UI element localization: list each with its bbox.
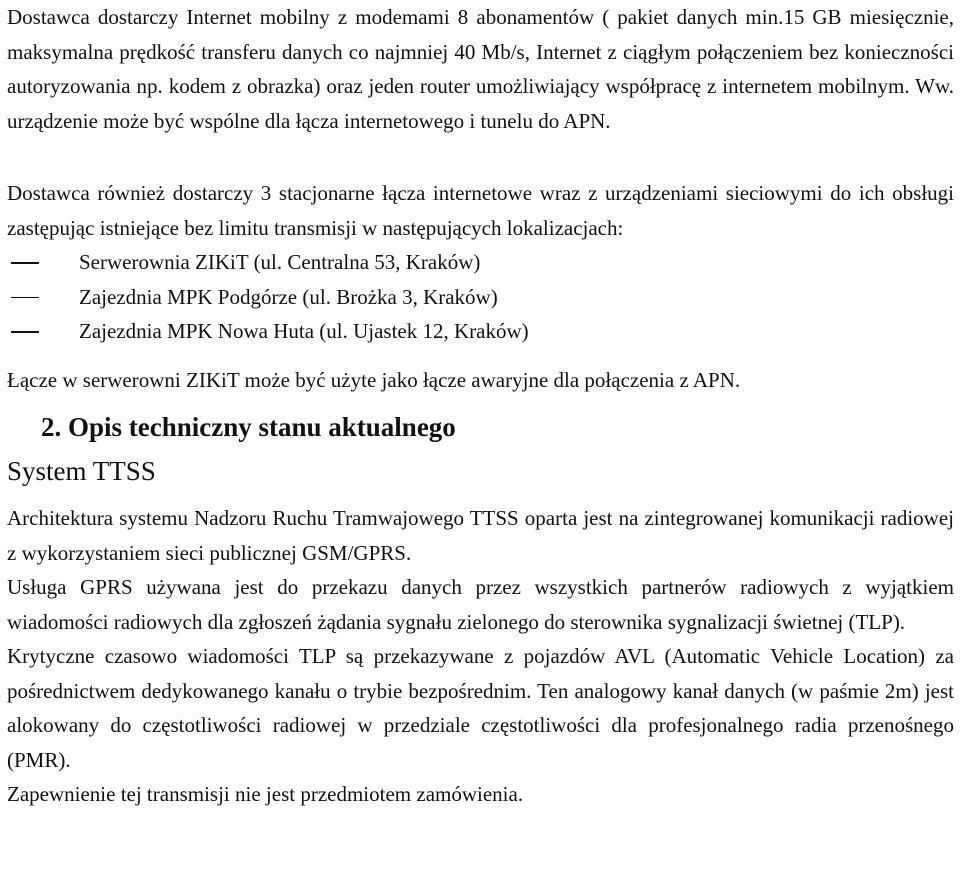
paragraph-scope-note: Zapewnienie tej transmisji nie jest przedmiotem zamówienia.: [7, 782, 524, 806]
paragraph-fixed-lines: Dostawca również dostarczy 3 stacjonarne łącza internetowe wraz z urządzeniami sieciowymi do ich obsługi zastępując istniejące bez limitu transmisji w następujących lokalizacjach:: [7, 181, 954, 240]
paragraph-tlp: Krytyczne czasowo wiadomości TLP są przekazywane z pojazdów AVL (Automatic Vehicle Location) za pośrednictwem dedykowanego kanału o trybie bezpośrednim. Ten analogowy kanał danych (w paśmie 2m) jest alokowany do częstotliwości radiowej w przedziale częstotliwości dla profesjonalnego radia przenośnego (PMR).: [7, 644, 954, 772]
document-page: [7, 0, 954, 812]
spacer: [7, 493, 954, 501]
paragraph-gprs: Usługa GPRS używana jest do przekazu danych przez wszystkich partnerów radiowych z wyjątkiem wiadomości radiowych dla zgłoszeń żądania sygnału zielonego do sterownika sygnalizacji świetnej (TLP).: [7, 575, 954, 634]
list-item-location: Zajezdnia MPK Podgórze (ul. Brożka 3, Kraków): [7, 280, 954, 315]
intro-paragraph-mobile-internet: Dostawca dostarczy Internet mobilny z modemami 8 abonamentów ( pakiet danych min.15 GB miesięcznie, maksymalna prędkość transferu danych co najmniej 40 Mb/s, Internet z ciągłym połączeniem bez konieczności autoryzowania np. kodem z obrazka) oraz jeden router umożliwiający współpracę z internetem mobilnym. Ww. urządzenie może być wspólne dla łącza internetowego i tunelu do APN.: [7, 5, 954, 133]
list-item-location: Serwerownia ZIKiT (ul. Centralna 53, Kraków): [7, 245, 954, 280]
locations-list: [7, 245, 954, 349]
spacer: [7, 138, 954, 176]
section-heading: 2. Opis techniczny stanu aktualnego: [41, 412, 456, 442]
spacer: [7, 397, 954, 405]
paragraph-backup-link: Łącze w serwerowni ZIKiT może być użyte jako łącze awaryjne dla połączenia z APN.: [7, 367, 741, 392]
paragraph-architecture: Architektura systemu Nadzoru Ruchu Tramwajowego TTSS oparta jest na zintegrowanej komunikacji radiowej z wykorzystaniem sieci publicznej GSM/GPRS.: [7, 506, 954, 565]
subsection-heading: System TTSS: [7, 456, 156, 486]
list-item-location: Zajezdnia MPK Nowa Huta (ul. Ujastek 12, Kraków): [7, 314, 954, 349]
spacer: [7, 349, 954, 363]
